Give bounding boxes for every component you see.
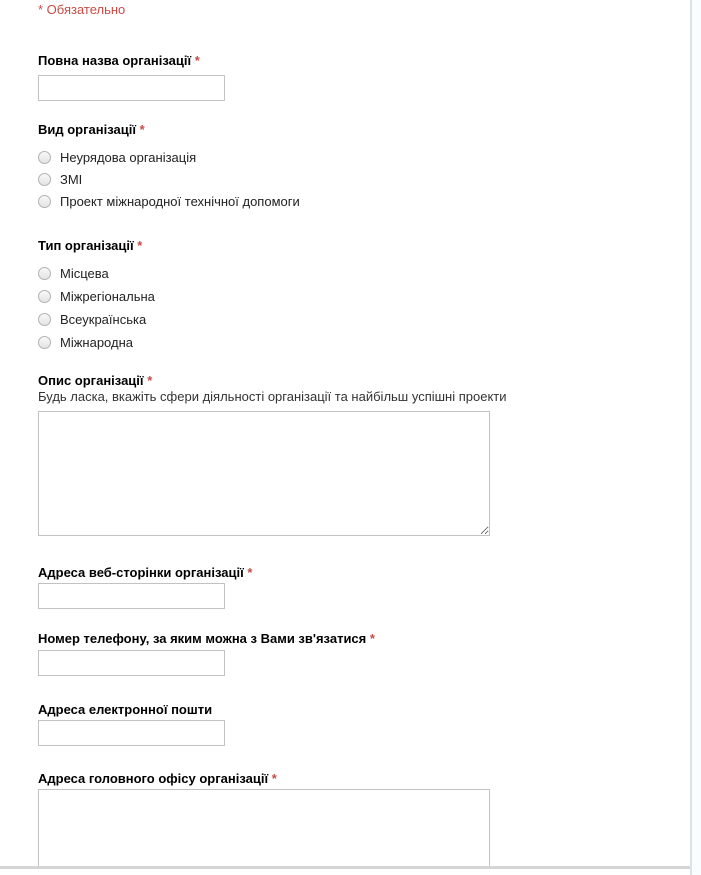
required-asterisk: * <box>247 565 253 580</box>
org-type-label-text: Тип організації <box>38 238 134 253</box>
required-asterisk: * <box>271 771 277 786</box>
radio-icon[interactable] <box>38 290 51 303</box>
radio-option-label: Проект міжнародної технічної допомоги <box>60 193 300 209</box>
org-website-input[interactable] <box>38 583 225 609</box>
radio-option-local[interactable] <box>38 262 690 285</box>
radio-option-label: Міжнародна <box>60 335 133 350</box>
required-asterisk: * <box>147 373 153 388</box>
phone-label-text: Номер телефону, за яким можна з Вами зв'язатися <box>38 631 367 646</box>
radio-icon[interactable] <box>38 267 51 280</box>
org-description-label <box>38 373 690 389</box>
radio-option-label: ЗМІ <box>60 171 83 187</box>
office-address-textarea[interactable] <box>38 789 490 866</box>
radio-icon[interactable] <box>38 173 51 186</box>
org-description-label-text: Опис організації <box>38 373 144 388</box>
required-note: * Обязательно <box>38 2 126 17</box>
org-kind-label-text: Вид організації <box>38 122 137 137</box>
org-type-radio-group <box>38 262 690 354</box>
org-name-label-text: Повна назва організації <box>38 53 192 68</box>
org-description-help: Будь ласка, вкажіть сфери діяльності організації та найбільш успішні проекти <box>38 389 507 404</box>
radio-option-ngo[interactable] <box>38 146 690 168</box>
required-asterisk: * <box>139 122 145 137</box>
radio-icon[interactable] <box>38 336 51 349</box>
radio-option-label: Неурядова організація <box>60 149 197 165</box>
org-website-label-text: Адреса веб-сторінки організації <box>38 565 244 580</box>
radio-option-label: Міжрегіональна <box>60 289 155 304</box>
office-address-label-text: Адреса головного офісу організації <box>38 771 269 786</box>
phone-input[interactable] <box>38 650 225 676</box>
radio-option-interregional[interactable] <box>38 285 690 308</box>
office-address-label <box>38 771 690 787</box>
radio-icon[interactable] <box>38 151 51 164</box>
radio-option-label: Місцева <box>60 266 109 281</box>
org-name-input[interactable] <box>38 75 225 101</box>
org-kind-label <box>38 122 690 138</box>
email-label-text: Адреса електронної пошти <box>38 702 213 717</box>
frame-bottom-edge <box>0 866 690 869</box>
org-type-label <box>38 238 690 254</box>
radio-option-allukrainian[interactable] <box>38 308 690 331</box>
radio-option-media[interactable] <box>38 168 690 190</box>
radio-option-international[interactable] <box>38 331 690 354</box>
org-website-label <box>38 565 690 581</box>
required-asterisk: * <box>194 53 200 68</box>
email-input[interactable] <box>38 720 225 746</box>
email-label <box>38 702 690 718</box>
radio-icon[interactable] <box>38 195 51 208</box>
org-name-label <box>38 53 690 69</box>
org-kind-radio-group <box>38 146 690 212</box>
phone-label <box>38 631 690 647</box>
required-asterisk: * <box>369 631 375 646</box>
radio-option-tech-assistance-project[interactable] <box>38 190 690 212</box>
radio-icon[interactable] <box>38 313 51 326</box>
required-asterisk: * <box>137 238 143 253</box>
org-description-textarea[interactable] <box>38 411 490 536</box>
page-gutter-right <box>692 0 701 875</box>
radio-option-label: Всеукраїнська <box>60 312 147 327</box>
